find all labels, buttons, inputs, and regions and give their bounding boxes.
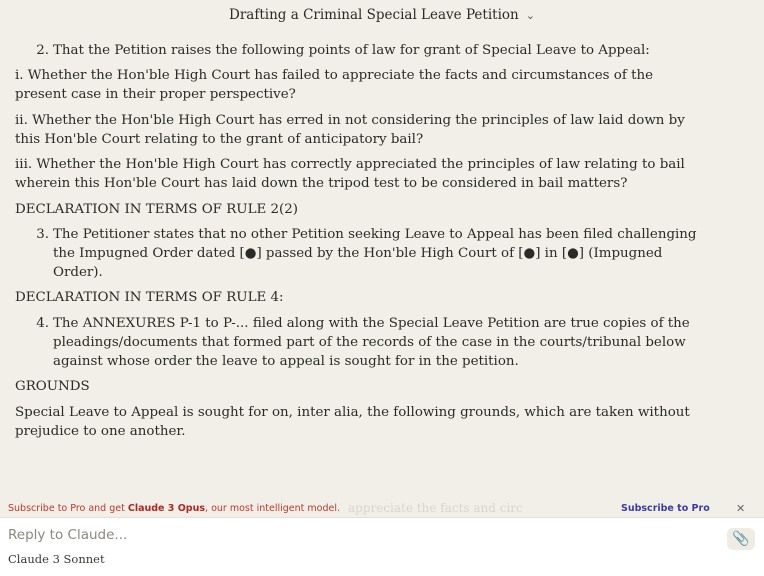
close-icon[interactable]: ✕ [736, 501, 746, 515]
upgrade-prefix: Subscribe to Pro and get [8, 502, 128, 514]
grounds-heading: GROUNDS [15, 379, 90, 395]
numbered-paragraph-2 [15, 42, 705, 61]
scrolled-text-ghost: appreciate the facts and circ [347, 501, 523, 515]
upgrade-message [8, 503, 340, 514]
numbered-paragraph-3 [15, 226, 705, 282]
upgrade-suffix: , our most intelligent model. [205, 502, 340, 514]
paragraph-text: The Petitioner states that no other Petition seeking Leave to Appeal has been filed challenging the Impugned Order dated [●] passed by the Hon'ble High Court of [●] in [●] (Impugned Order). [53, 227, 697, 280]
paragraph-number: 2. [36, 42, 49, 58]
paragraph-number: 3. [36, 227, 49, 243]
paragraph-text: The ANNEXURES P-1 to P-... filed along with the Special Leave Petition are true copies of the pleadings/documents that formed part of the records of the case in the courts/tribunal below against whose order the leave to appeal is sought for in the petition. [53, 316, 690, 369]
upgrade-banner [0, 500, 764, 516]
upgrade-model-name: Claude 3 Opus [127, 502, 206, 514]
message-content [15, 16, 705, 448]
paragraph-number: 4. [36, 316, 49, 332]
declaration-heading-rule-4: DECLARATION IN TERMS OF RULE 4: [15, 290, 284, 306]
reply-input[interactable]: Reply to Claude... [8, 527, 128, 543]
composer [0, 517, 764, 576]
numbered-paragraph-4 [15, 315, 705, 371]
model-selector[interactable]: Claude 3 Sonnet [8, 552, 105, 566]
chat-header [0, 0, 764, 30]
declaration-heading-rule-2: DECLARATION IN TERMS OF RULE 2(2) [15, 201, 299, 217]
paragraph-text: That the Petition raises the following points of law for grant of Special Leave to Appeal: [53, 42, 650, 58]
question-3: iii. Whether the Hon'ble High Court has correctly appreciated the principles of law relating to bail wherein this Hon'ble Court has laid down the tripod test to be considered in bail matters? [15, 157, 685, 191]
subscribe-to-pro-link[interactable]: Subscribe to Pro [621, 502, 710, 514]
chat-title-button[interactable]: Drafting a Criminal Special Leave Petition [229, 7, 519, 23]
paperclip-icon[interactable]: 📎 [727, 528, 755, 550]
chevron-down-icon[interactable]: ⌄ [525, 8, 535, 22]
grounds-text: Special Leave to Appeal is sought for on, inter alia, the following grounds, which are taken without prejudice to one another. [15, 404, 690, 439]
question-1: i. Whether the Hon'ble High Court has failed to appreciate the facts and circumstances of the present case in their proper perspective? [15, 68, 654, 103]
question-2: ii. Whether the Hon'ble High Court has erred in not considering the principles of law laid down by this Hon'ble Court relating to the grant of anticipatory bail? [15, 112, 685, 147]
